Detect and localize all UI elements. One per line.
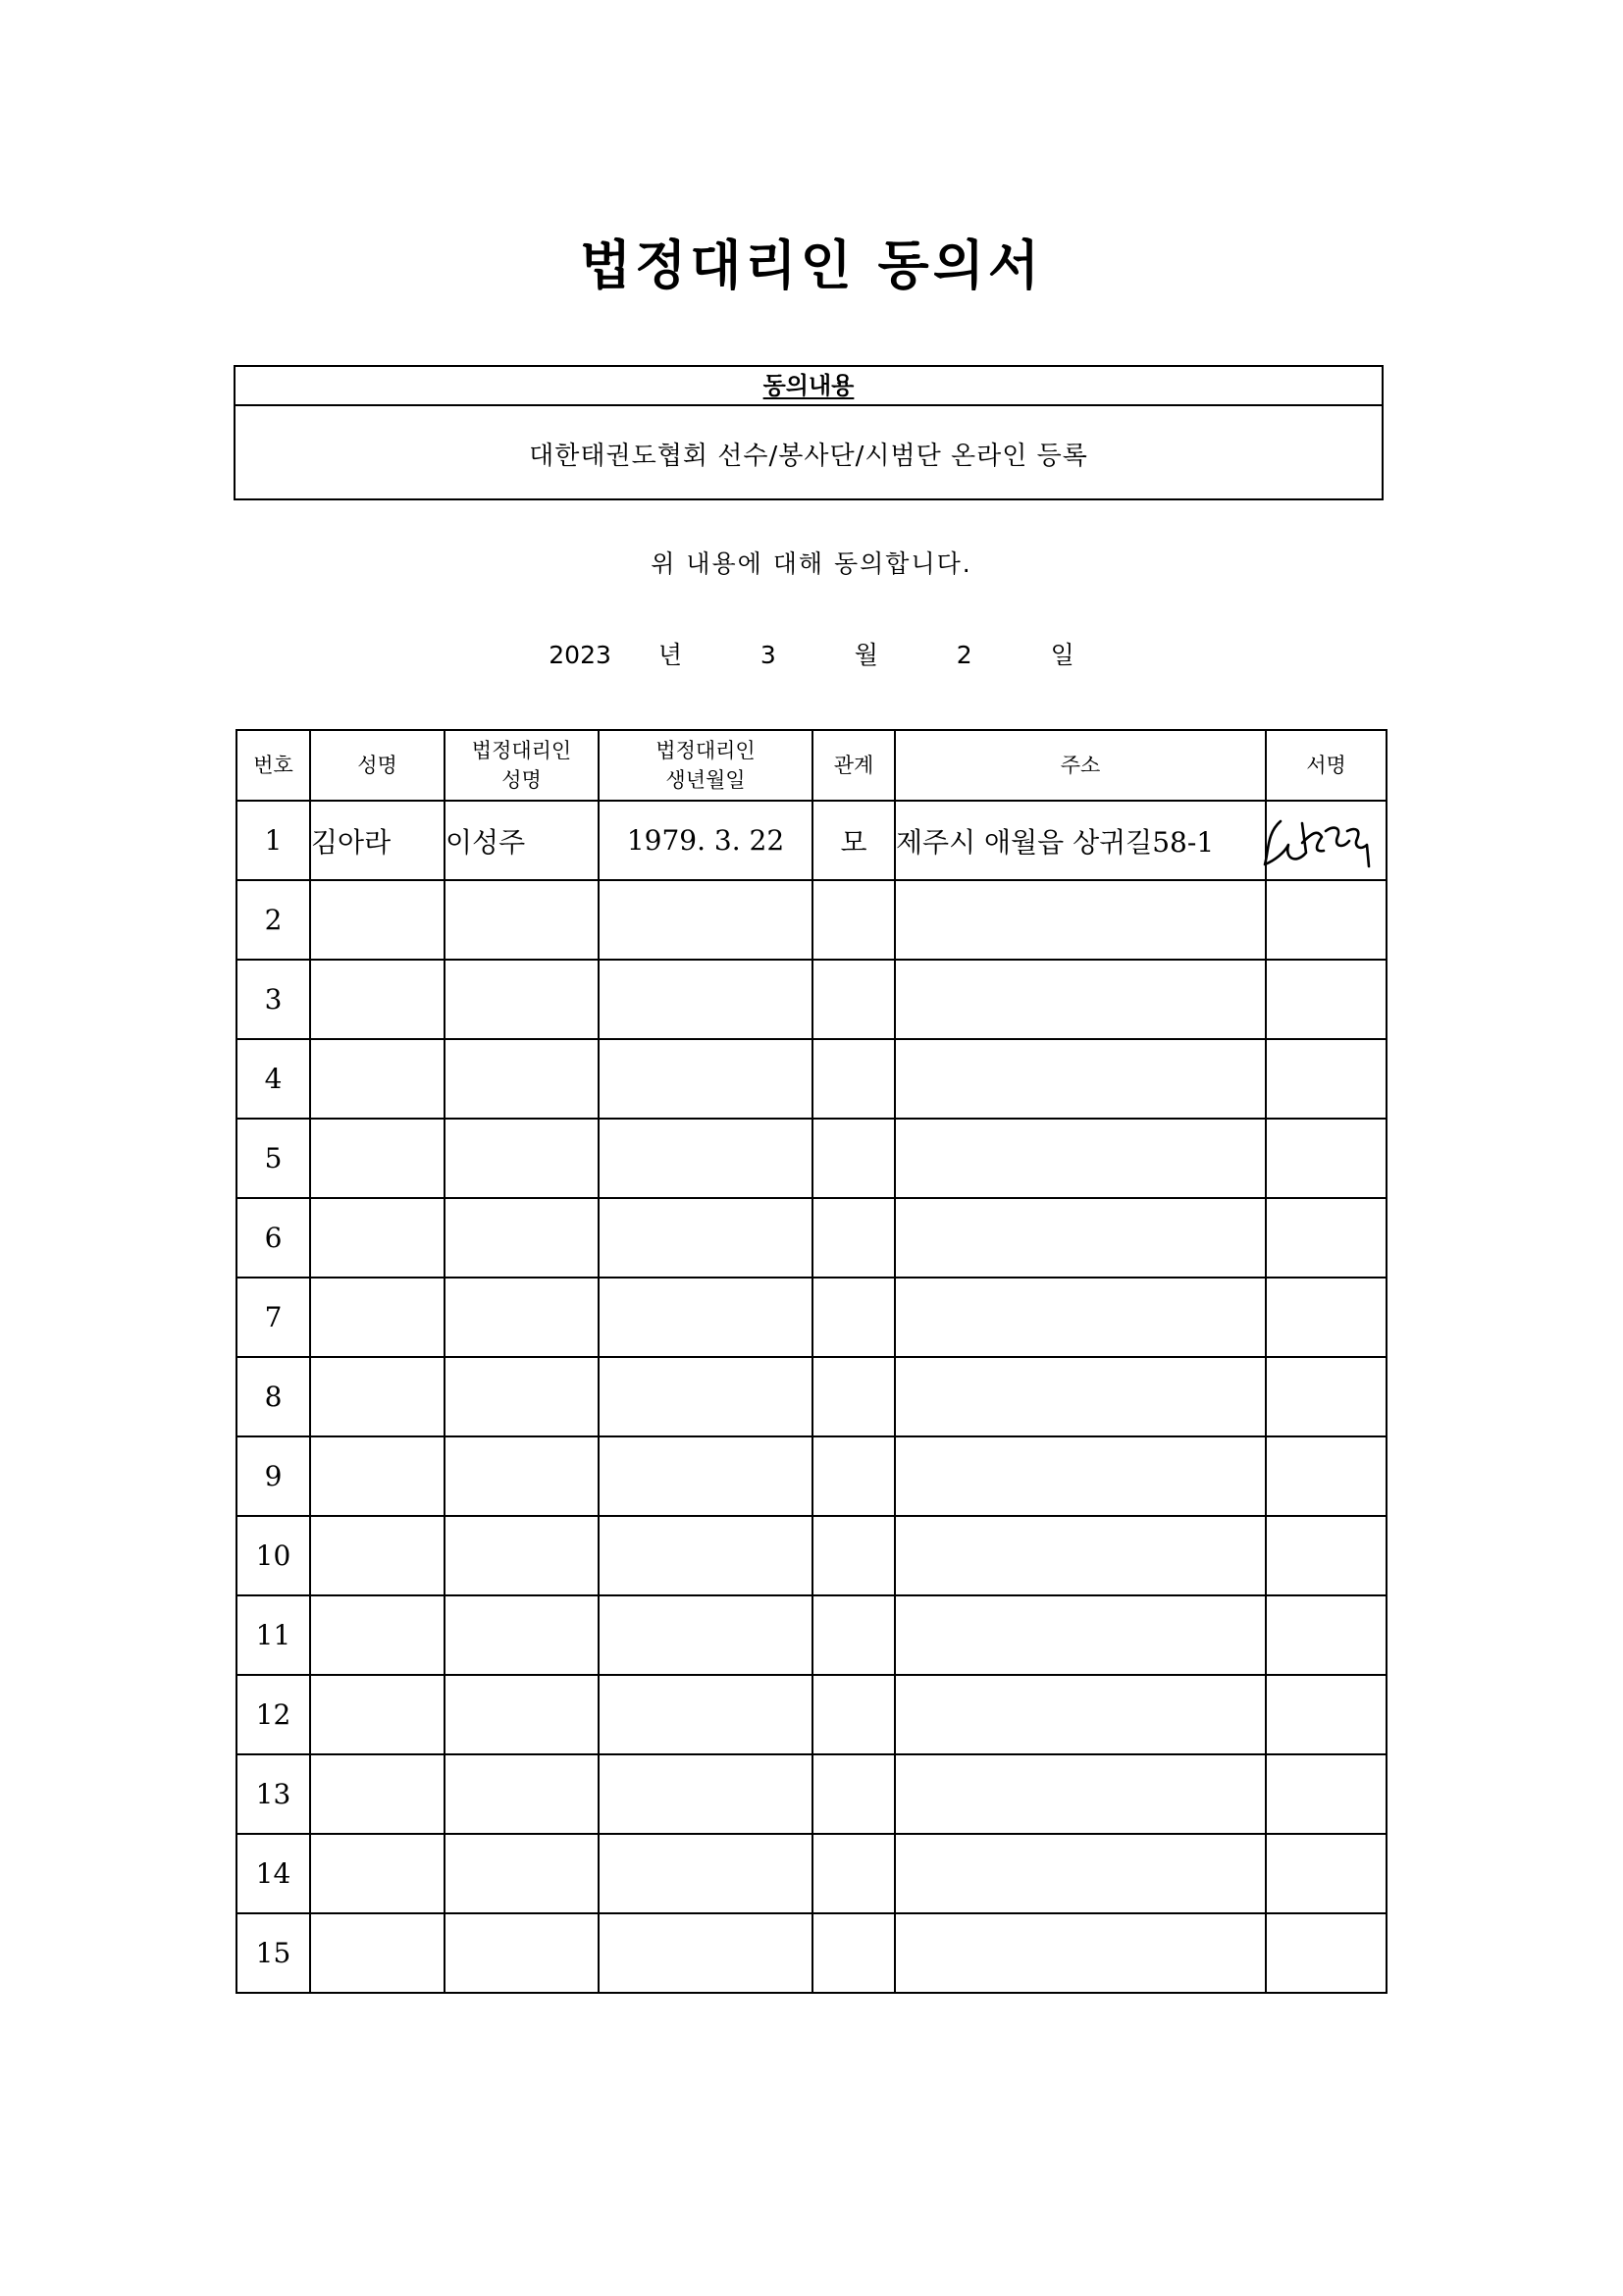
header-address: 주소 — [895, 730, 1266, 801]
row-guardian-name — [445, 1595, 599, 1675]
row-relation — [812, 960, 895, 1039]
row-name: 김아라 — [310, 801, 445, 880]
table-body — [236, 801, 1387, 1993]
row-guardian-name — [445, 1119, 599, 1198]
row-number: 6 — [236, 1198, 310, 1278]
row-guardian-birth — [599, 1119, 812, 1198]
row-guardian-name: 이성주 — [445, 801, 599, 880]
row-guardian-name — [445, 1198, 599, 1278]
row-signature — [1266, 960, 1387, 1039]
row-signature — [1266, 1357, 1387, 1436]
row-address — [895, 1357, 1266, 1436]
table-row — [236, 1913, 1387, 1993]
table-row — [236, 1198, 1387, 1278]
row-address — [895, 1595, 1266, 1675]
guardian-table — [236, 729, 1387, 1994]
row-guardian-name — [445, 880, 599, 960]
table-row — [236, 1754, 1387, 1834]
document-title: 법정대리인 동의서 — [579, 235, 1044, 296]
row-number: 8 — [236, 1357, 310, 1436]
row-relation — [812, 1198, 895, 1278]
row-guardian-birth — [599, 1516, 812, 1595]
row-guardian-birth — [599, 1198, 812, 1278]
row-number: 13 — [236, 1754, 310, 1834]
table-row — [236, 1039, 1387, 1119]
date-day-unit: 일 — [1050, 641, 1074, 669]
row-name — [310, 1039, 445, 1119]
row-relation: 모 — [812, 801, 895, 880]
row-number: 5 — [236, 1119, 310, 1198]
row-number: 4 — [236, 1039, 310, 1119]
row-guardian-name — [445, 1913, 599, 1993]
row-guardian-name — [445, 1278, 599, 1357]
row-guardian-name — [445, 1675, 599, 1754]
row-relation — [812, 880, 895, 960]
header-guardian-name — [445, 730, 599, 801]
row-name — [310, 960, 445, 1039]
date-year: 2023 — [549, 641, 611, 669]
row-name — [310, 1675, 445, 1754]
row-name — [310, 1119, 445, 1198]
header-guardian-birth-line2: 생년월일 — [665, 768, 746, 792]
row-address: 제주시 애월읍 상귀길58-1 — [895, 801, 1266, 880]
row-signature — [1266, 1436, 1387, 1516]
row-name — [310, 1436, 445, 1516]
row-number: 11 — [236, 1595, 310, 1675]
header-guardian-birth-line1: 법정대리인 — [655, 738, 756, 762]
header-signature: 서명 — [1266, 730, 1387, 801]
row-signature — [1266, 1675, 1387, 1754]
row-relation — [812, 1278, 895, 1357]
row-number: 10 — [236, 1516, 310, 1595]
row-number: 14 — [236, 1834, 310, 1913]
consent-header — [236, 367, 1382, 406]
row-signature — [1266, 1039, 1387, 1119]
row-number: 9 — [236, 1436, 310, 1516]
row-guardian-name — [445, 1754, 599, 1834]
row-guardian-birth — [599, 1595, 812, 1675]
row-signature — [1266, 1278, 1387, 1357]
row-guardian-name — [445, 960, 599, 1039]
table-row — [236, 1595, 1387, 1675]
table-row — [236, 1119, 1387, 1198]
table-row — [236, 1278, 1387, 1357]
row-name — [310, 1357, 445, 1436]
date-year-unit: 년 — [657, 641, 682, 669]
row-signature — [1266, 1198, 1387, 1278]
consent-header-label: 동의내용 — [762, 372, 855, 399]
table-header-row — [236, 730, 1387, 801]
date-month: 3 — [759, 641, 776, 669]
row-address — [895, 880, 1266, 960]
table-row — [236, 1834, 1387, 1913]
header-guardian-name-line1: 법정대리인 — [471, 738, 572, 762]
row-address — [895, 1278, 1266, 1357]
row-guardian-birth — [599, 1436, 812, 1516]
row-guardian-birth — [599, 960, 812, 1039]
row-name — [310, 1913, 445, 1993]
row-address — [895, 1834, 1266, 1913]
table-row — [236, 1357, 1387, 1436]
table-row — [236, 1436, 1387, 1516]
header-name: 성명 — [310, 730, 445, 801]
row-signature — [1266, 801, 1387, 880]
row-signature — [1266, 1516, 1387, 1595]
row-address — [895, 1039, 1266, 1119]
row-number: 2 — [236, 880, 310, 960]
row-number: 12 — [236, 1675, 310, 1754]
row-relation — [812, 1516, 895, 1595]
header-relation: 관계 — [812, 730, 895, 801]
row-signature — [1266, 1834, 1387, 1913]
header-guardian-birth — [599, 730, 812, 801]
row-number: 1 — [236, 801, 310, 880]
row-number: 7 — [236, 1278, 310, 1357]
row-signature — [1266, 1913, 1387, 1993]
row-relation — [812, 1675, 895, 1754]
row-relation — [812, 1834, 895, 1913]
row-signature — [1266, 1595, 1387, 1675]
table-row — [236, 1675, 1387, 1754]
row-relation — [812, 1039, 895, 1119]
row-guardian-birth — [599, 1039, 812, 1119]
row-signature — [1266, 880, 1387, 960]
row-address — [895, 1119, 1266, 1198]
row-name — [310, 1834, 445, 1913]
row-guardian-birth — [599, 1913, 812, 1993]
handwritten-signature — [1259, 804, 1387, 882]
table-row — [236, 1516, 1387, 1595]
row-number: 3 — [236, 960, 310, 1039]
agreement-statement: 위 내용에 대해 동의합니다. — [651, 549, 972, 578]
row-number: 15 — [236, 1913, 310, 1993]
row-guardian-name — [445, 1436, 599, 1516]
row-address — [895, 1198, 1266, 1278]
row-address — [895, 960, 1266, 1039]
row-guardian-name — [445, 1357, 599, 1436]
row-relation — [812, 1754, 895, 1834]
header-no: 번호 — [236, 730, 310, 801]
row-guardian-name — [445, 1039, 599, 1119]
table-row — [236, 801, 1387, 880]
row-name — [310, 1754, 445, 1834]
row-relation — [812, 1357, 895, 1436]
row-guardian-birth — [599, 1278, 812, 1357]
row-name — [310, 1516, 445, 1595]
row-guardian-name — [445, 1516, 599, 1595]
row-name — [310, 1595, 445, 1675]
date-day: 2 — [956, 641, 972, 669]
row-relation — [812, 1913, 895, 1993]
row-guardian-birth — [599, 1357, 812, 1436]
row-address — [895, 1913, 1266, 1993]
row-guardian-name — [445, 1834, 599, 1913]
consent-body: 대한태권도협회 선수/봉사단/시범단 온라인 등록 — [529, 441, 1088, 471]
row-name — [310, 1278, 445, 1357]
row-guardian-birth — [599, 1675, 812, 1754]
row-address — [895, 1436, 1266, 1516]
consent-box — [234, 365, 1384, 500]
row-address — [895, 1675, 1266, 1754]
row-guardian-birth — [599, 880, 812, 960]
table-row — [236, 880, 1387, 960]
row-guardian-birth — [599, 1834, 812, 1913]
row-address — [895, 1516, 1266, 1595]
row-signature — [1266, 1754, 1387, 1834]
row-relation — [812, 1436, 895, 1516]
date-month-unit: 월 — [854, 641, 878, 669]
row-guardian-birth — [599, 1754, 812, 1834]
row-name — [310, 880, 445, 960]
consent-date — [0, 636, 1623, 671]
header-guardian-name-line2: 성명 — [501, 768, 542, 792]
row-relation — [812, 1119, 895, 1198]
row-address — [895, 1754, 1266, 1834]
row-name — [310, 1198, 445, 1278]
row-relation — [812, 1595, 895, 1675]
row-guardian-birth: 1979. 3. 22 — [599, 801, 812, 880]
row-signature — [1266, 1119, 1387, 1198]
table-row — [236, 960, 1387, 1039]
